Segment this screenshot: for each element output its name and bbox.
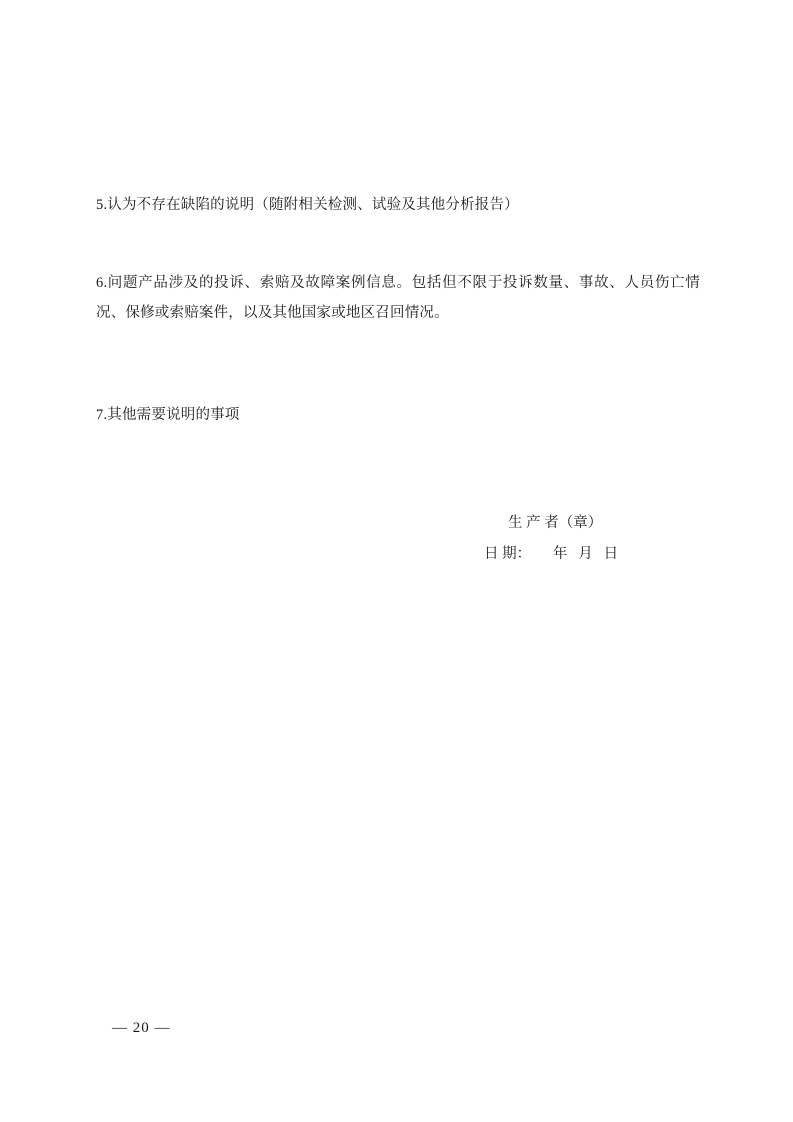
producer-seal-label: 生 产 者（章）	[508, 515, 603, 531]
signature-block	[484, 508, 744, 570]
page-number: — 20 —	[112, 1020, 171, 1036]
section-paragraph-7: 7.其他需要说明的事项	[96, 407, 240, 423]
section-paragraph-5: 5.认为不存在缺陷的说明（随附相关检测、试验及其他分析报告）	[96, 197, 519, 213]
section-paragraph-6: 6.问题产品涉及的投诉、索赔及故障案例信息。包括但不限于投诉数量、事故、人员伤亡情况、保修或索赔案件，以及其他国家或地区召回情况。	[96, 275, 700, 321]
date-label: 日 期： 年 月 日	[484, 546, 619, 562]
